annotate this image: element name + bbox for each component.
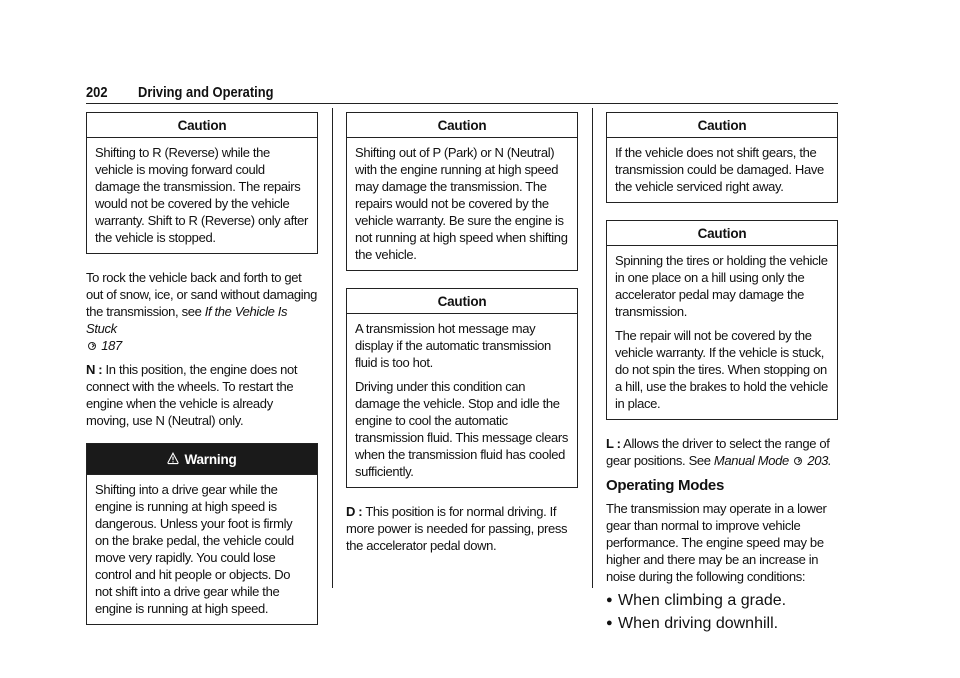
manual-mode-page-ref[interactable]: 203. (807, 453, 832, 468)
caution-text: Spinning the tires or holding the vehicle in one place on a hill using only the accelerator pedal may damage the transmission. (615, 253, 828, 319)
operating-modes-heading: Operating Modes (606, 477, 725, 494)
neutral-paragraph (86, 361, 318, 429)
bullet-icon: ● (606, 617, 613, 629)
caution-text: If the vehicle does not shift gears, the transmission could be damaged. Have the vehicle serviced right away. (615, 145, 824, 194)
caution-box (346, 288, 578, 488)
warning-icon (167, 452, 179, 465)
neutral-label: N : (86, 362, 103, 377)
column-2 (346, 112, 578, 561)
caution-text: Shifting out of P (Park) or N (Neutral) with the engine running at high speed may damage the transmission. The repairs would not be covered by the vehicle warranty. Be sure the engine is not running at high speed when shifting the vehicle. (355, 145, 568, 262)
stuck-page-ref[interactable]: 187 (101, 338, 122, 353)
page-reference-icon (794, 457, 802, 465)
caution-title: Caution (347, 113, 577, 138)
manual-mode-link[interactable]: Manual Mode (713, 453, 789, 468)
neutral-text: In this position, the engine does not connect with the wheels. To restart the engine when the vehicle is already moving, use N (Neutral) only. (86, 362, 298, 428)
list-item (606, 592, 838, 610)
rock-vehicle-paragraph (86, 269, 318, 354)
caution-text: A transmission hot message may display if the automatic transmission fluid is too hot. (355, 321, 551, 370)
caution-title: Caution (87, 113, 317, 138)
list-item (606, 615, 838, 633)
column-divider (332, 108, 333, 588)
caution-box (346, 112, 578, 271)
page-number: 202 (86, 84, 108, 101)
page-header (86, 84, 838, 104)
column-divider (592, 108, 593, 588)
bullet-icon: ● (606, 594, 613, 606)
warning-title: Warning (184, 452, 237, 467)
section-title: Driving and Operating (138, 84, 274, 101)
page-reference-icon (88, 342, 96, 350)
caution-box (86, 112, 318, 254)
caution-text: Driving under this condition can damage the vehicle. Stop and idle the engine to cool the automatic transmission fluid. This message clears when the transmission fluid has cooled sufficiently. (355, 379, 568, 479)
warning-box (86, 443, 318, 625)
caution-title: Caution (347, 289, 577, 314)
column-1 (86, 112, 318, 640)
rock-vehicle-text: To rock the vehicle back and forth to get out of snow, ice, or sand without damaging the transmission, see (86, 270, 318, 319)
caution-title: Caution (607, 221, 837, 246)
operating-modes-text: The transmission may operate in a lower gear than normal to improve vehicle performance. The engine speed may be higher and there may be an increase in noise during the following conditions: (606, 501, 827, 584)
low-gear-paragraph (606, 435, 838, 469)
stuck-link[interactable]: If the Vehicle Is Stuck (86, 304, 288, 336)
caution-text: Shifting to R (Reverse) while the vehicle is moving forward could damage the transmission. The repairs would not be covered by the vehicle warranty. Shift to R (Reverse) only after the vehicle is stopped. (95, 145, 308, 245)
caution-text: The repair will not be covered by the vehicle warranty. If the vehicle is stuck, do not spin the tires. When stopping on a hill, use the brakes to hold the vehicle in place. (615, 328, 828, 411)
list-item-text: When driving downhill. (618, 615, 779, 632)
warning-header (87, 444, 317, 475)
drive-text: This position is for normal driving. If more power is needed for passing, press the accelerator pedal down. (346, 504, 568, 553)
warning-text: Shifting into a drive gear while the engine is running at high speed is dangerous. Unless your foot is firmly on the brake pedal, the vehicle could move very rapidly. You could lose control and hit people or objects. Do not shift into a drive gear while the engine is running at high speed. (95, 482, 294, 616)
drive-paragraph (346, 503, 578, 554)
caution-title: Caution (607, 113, 837, 138)
column-3 (606, 112, 838, 638)
low-gear-text: Allows the driver to select the range of gear positions. See (606, 436, 830, 468)
low-gear-label: L : (606, 436, 621, 451)
caution-box (606, 220, 838, 420)
caution-box (606, 112, 838, 203)
drive-label: D : (346, 504, 363, 519)
list-item-text: When climbing a grade. (618, 592, 787, 609)
